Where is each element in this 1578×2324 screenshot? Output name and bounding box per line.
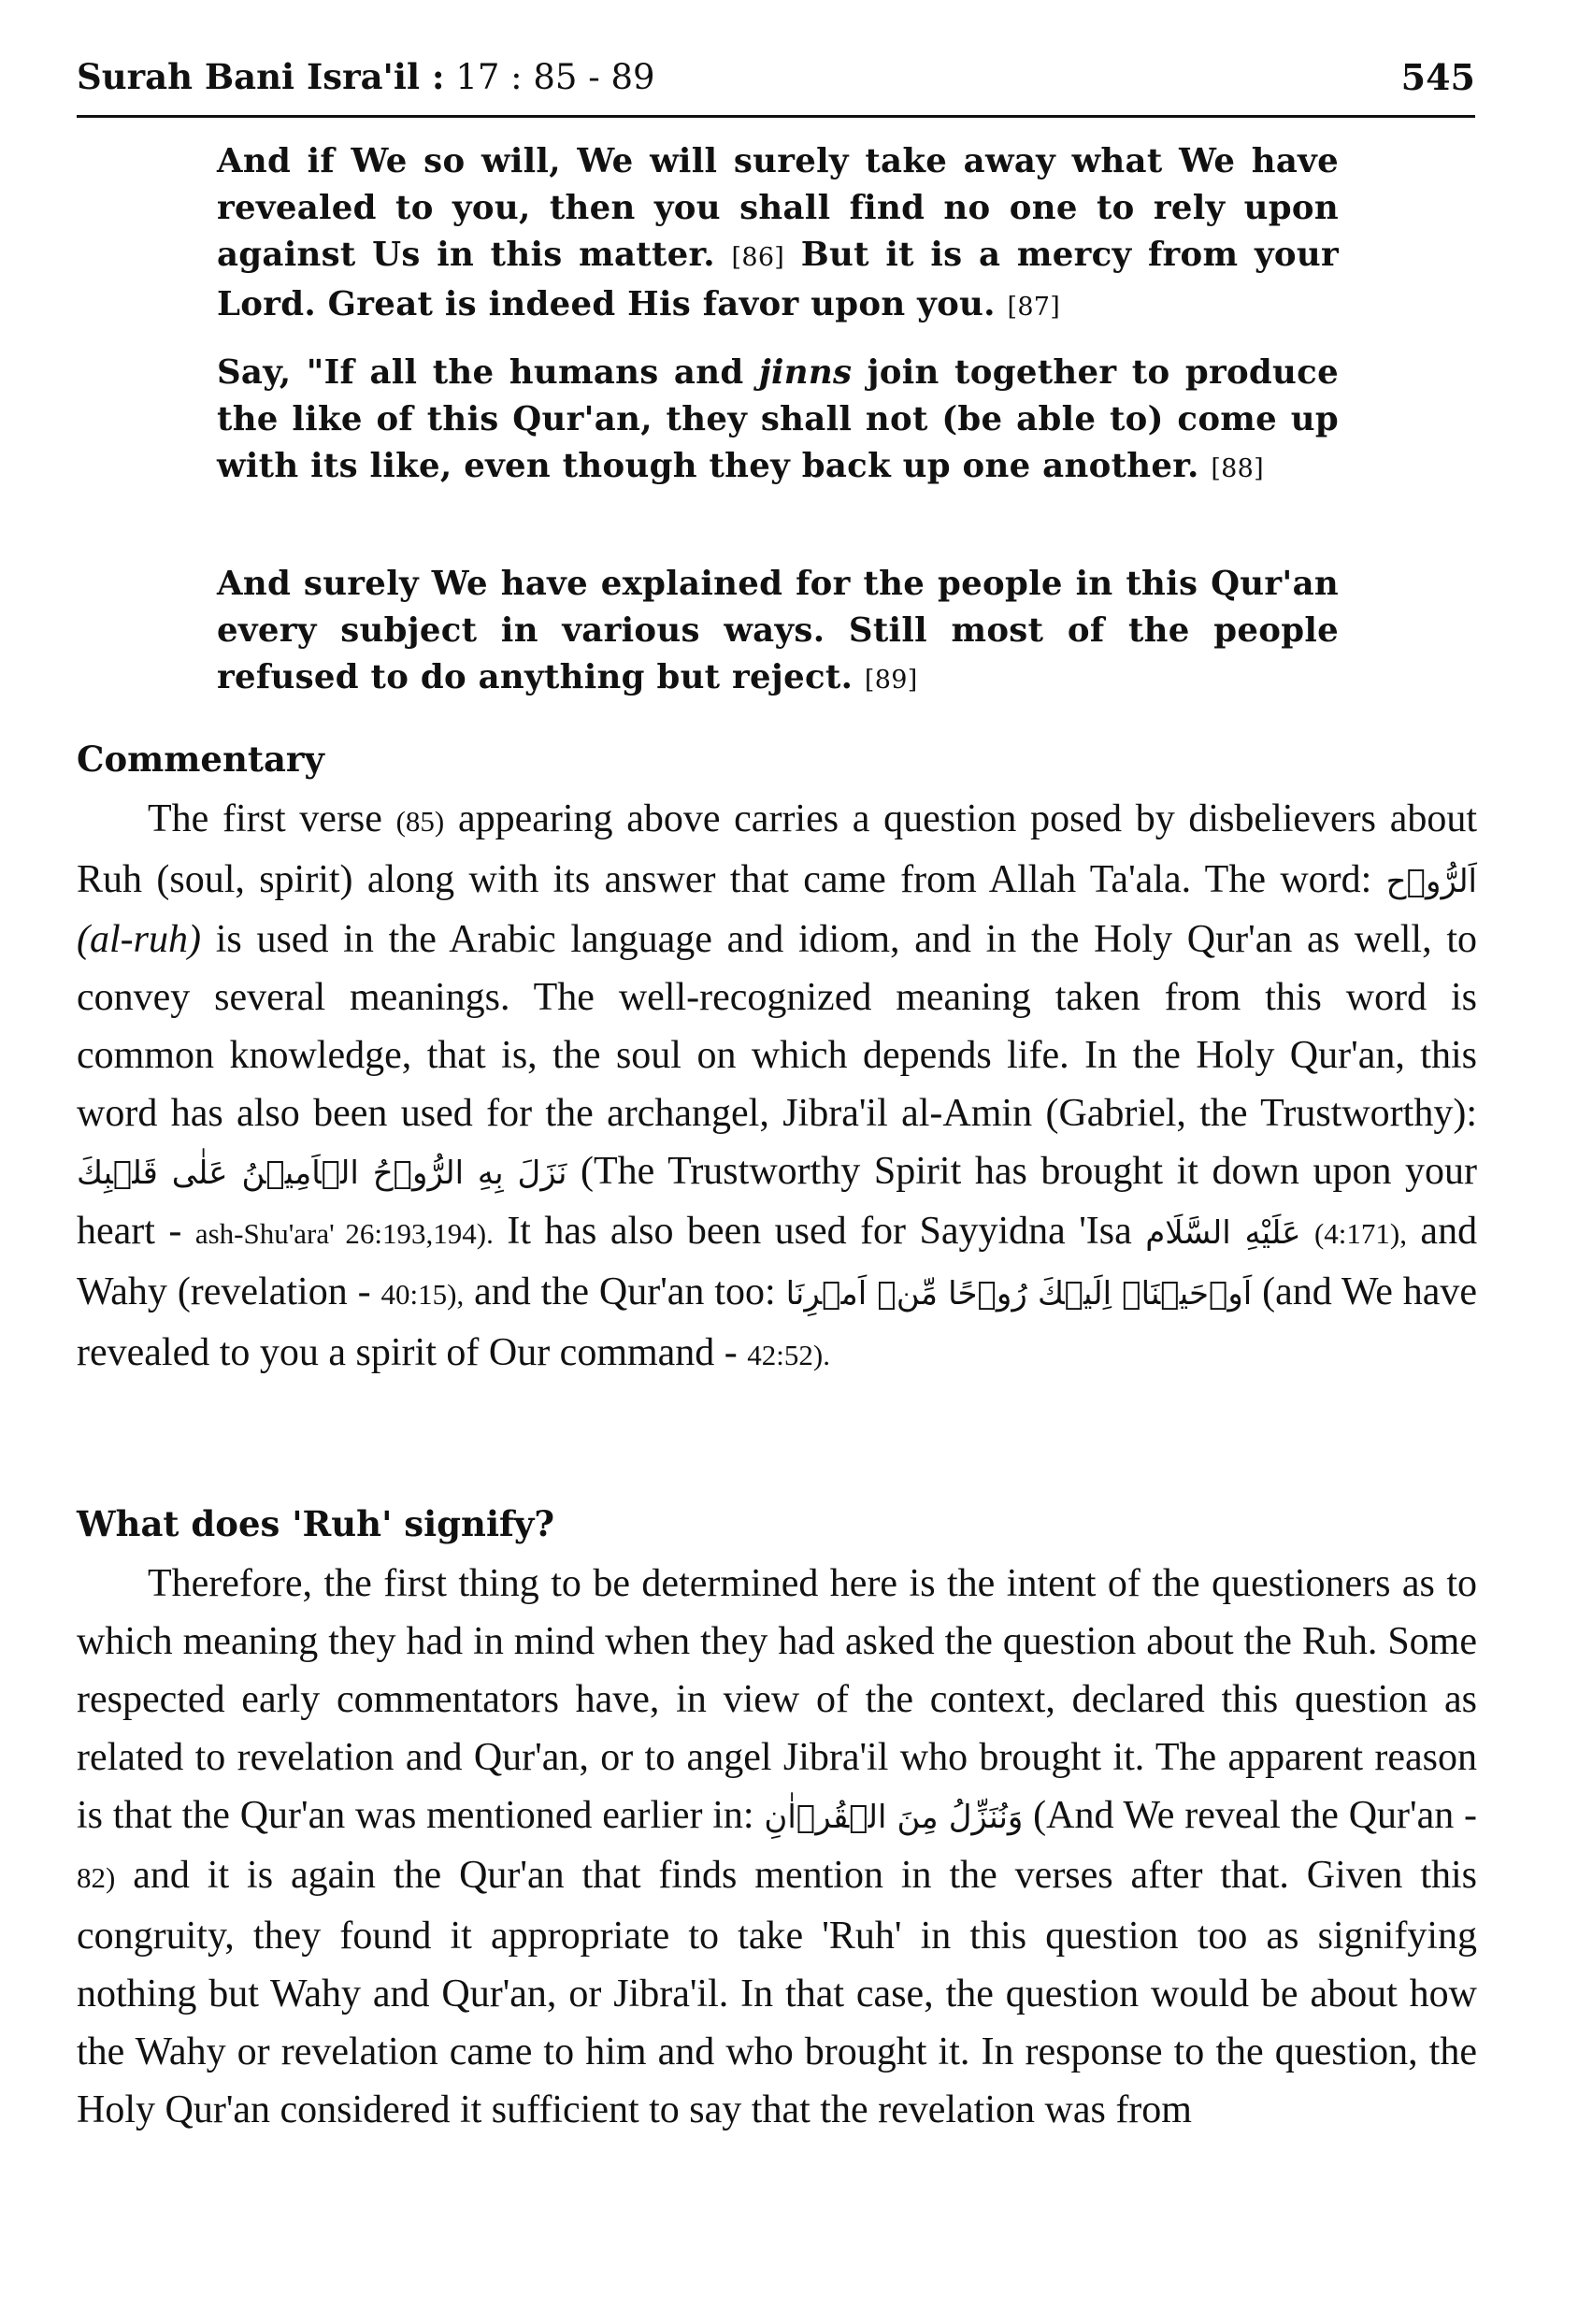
arabic-verse: وَنُنَزِّلُ مِنَ الۡقُرۡاٰنِ — [764, 1799, 1024, 1836]
verse-ref: 82) — [77, 1861, 116, 1894]
body-text: It has also been used for Sayyidna 'Isa — [507, 1210, 1132, 1253]
running-head-title — [77, 56, 655, 97]
arabic-word: اَلرُّوۡح — [1385, 863, 1478, 900]
verse-text: Say, "If all the humans and — [217, 353, 744, 392]
header-rule — [77, 115, 1475, 118]
transliteration: (al-ruh) — [77, 918, 201, 961]
verse-ref: (85) — [395, 805, 445, 838]
page-number: 545 — [1400, 56, 1475, 98]
section-paragraph — [77, 1555, 1477, 2139]
verse-text: And if We so will, We will surely take away what We have revealed to you, then you shall find no one to rely upon against Us in this matter. — [217, 142, 1339, 274]
verse-text: join together to produce the like of this Qur'an, they shall not (be able to) come up with its like, even though they back up one another. — [217, 353, 1339, 485]
commentary-paragraph — [77, 790, 1477, 1384]
verse-88 — [217, 350, 1339, 493]
body-text: appearing above carries a question posed by disbelievers about Ruh (soul, spirit) along with its answer that came from Allah Ta'ala. The word: — [77, 797, 1478, 901]
commentary-heading: Commentary — [77, 739, 324, 780]
verse-text: And surely We have explained for the people in this Qur'an every subject in various ways. Still most of the people refused to do anything but reject. — [217, 565, 1339, 696]
verse-ref: ash-Shu'ara' 26:193,194). — [194, 1217, 494, 1250]
surah-name: Surah Bani Isra'il : — [77, 56, 445, 97]
verse-range: 17 : 85 - 89 — [455, 57, 655, 97]
verse-89 — [217, 561, 1339, 704]
body-text: (and We have revealed to you a spirit of Our command - — [77, 1270, 1478, 1374]
body-text: and it is again the Qur'an that finds mention in the verses after that. Given this congruity, they found it appropriate to take 'Ruh' in this question too as signifying nothing but Wahy and Qur'an, or Jibra'il. In that case, the question would be about how the Wahy or revelation came to him and who brought it. In response to the question, the Holy Qur'an considered it sufficient to say that the revelation was from — [77, 1854, 1478, 2131]
verse-ref: 42:52). — [747, 1339, 830, 1371]
body-text: Therefore, the first thing to be determined here is the intent of the questioners as to which meaning they had in mind when they had asked the question about the Ruh. Some respected early commentators have, in view of the context, declared this question as related to revelation and Qur'an, or to angel Jibra'il who brought it. The apparent reason is that the Qur'an was mentioned earlier in: — [77, 1562, 1477, 1837]
arabic-honorific: عَلَيْهِ السَّلَام — [1145, 1214, 1301, 1252]
verse-ref: 40:15), — [380, 1278, 465, 1311]
verse-number: [87] — [1007, 293, 1061, 322]
body-text: and the Qur'an too: — [474, 1270, 776, 1313]
verse-text: But it is a mercy from your Lord. Great is indeed His favor upon you. — [217, 236, 1339, 323]
running-head — [77, 49, 1475, 114]
verse-number: [89] — [864, 666, 918, 695]
verse-ref: (4:171), — [1313, 1217, 1407, 1250]
body-text: (The Trustworthy Spirit has brought it down upon your heart - — [77, 1150, 1478, 1253]
body-text: The first verse — [148, 797, 382, 840]
arabic-verse: اَوۡحَیۡنَاۤ اِلَیۡكَ رُوۡحًا مِّنۡ اَمۡرِنَا — [785, 1275, 1253, 1313]
verse-86-87 — [217, 138, 1339, 331]
section-heading: What does 'Ruh' signify? — [77, 1503, 555, 1544]
verse-number: [88] — [1211, 454, 1264, 483]
verse-number: [86] — [731, 243, 785, 272]
verse-italic-term: jinns — [758, 353, 853, 392]
body-text: is used in the Arabic language and idiom, and in the Holy Qur'an as well, to convey several meanings. The well-recognized meaning taken from this word is common knowledge, that is, the soul on which depends life. In the Holy Qur'an, this word has also been used for the archangel, Jibra'il al-Amin (Gabriel, the Trustworthy): — [77, 918, 1477, 1135]
arabic-verse: نَزَلَ بِهِ الرُّوۡحُ الۡاَمِیۡنُ عَلٰی قَلۡبِكَ — [77, 1155, 567, 1192]
body-text: and Wahy (revelation - — [77, 1210, 1478, 1313]
body-text: (And We reveal the Qur'an - — [1033, 1794, 1478, 1837]
